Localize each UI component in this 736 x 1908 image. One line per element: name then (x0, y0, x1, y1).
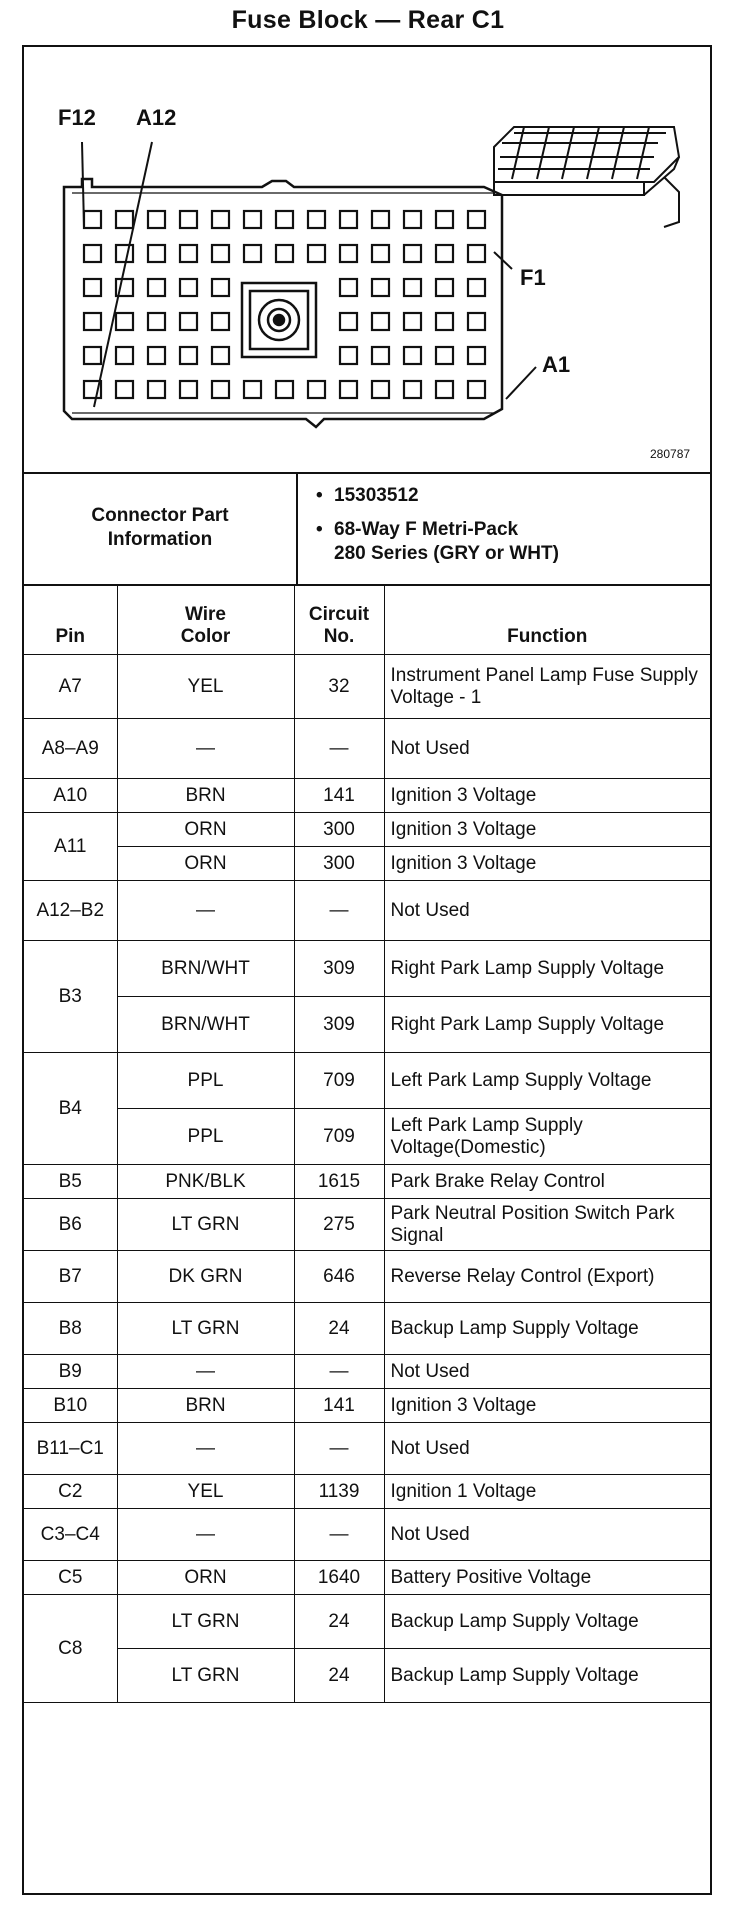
pin-cavity-icon (84, 211, 101, 228)
cell-pin: B7 (24, 1251, 117, 1303)
cell-pin: B9 (24, 1355, 117, 1389)
table-row (24, 1423, 710, 1475)
pin-cavity-icon (340, 245, 357, 262)
pin-cavity-icon (436, 381, 453, 398)
cell-pin: C3–C4 (24, 1509, 117, 1561)
cell-circuit-no: 1139 (294, 1475, 384, 1509)
table-row (24, 1053, 710, 1109)
cell-function: Ignition 3 Voltage (384, 779, 710, 813)
pin-cavity-icon (340, 279, 357, 296)
pin-cavity-icon (116, 381, 133, 398)
pin-cavity-icon (148, 313, 165, 330)
connector-description (316, 518, 559, 566)
cell-circuit-no: — (294, 881, 384, 941)
pinout-table (24, 584, 710, 1703)
table-row (24, 813, 710, 847)
pin-cavity-icon (84, 347, 101, 364)
cell-wire-color: LT GRN (117, 1199, 294, 1251)
table-row (24, 1649, 710, 1703)
cell-circuit-no: 646 (294, 1251, 384, 1303)
cell-function: Backup Lamp Supply Voltage (384, 1303, 710, 1355)
header-function: Function (384, 584, 710, 655)
cell-function: Backup Lamp Supply Voltage (384, 1649, 710, 1703)
pin-cavity-icon (148, 245, 165, 262)
cell-wire-color: — (117, 1423, 294, 1475)
pin-cavity-icon (404, 279, 421, 296)
cell-pin: C5 (24, 1561, 117, 1595)
cell-function: Not Used (384, 881, 710, 941)
cell-wire-color: BRN (117, 779, 294, 813)
cell-circuit-no: 141 (294, 1389, 384, 1423)
table-row (24, 1595, 710, 1649)
pin-cavity-icon (84, 279, 101, 296)
header-circuit-no: Circuit No. (294, 584, 384, 655)
pin-cavity-icon (468, 313, 485, 330)
pin-cavity-icon (212, 245, 229, 262)
cell-function: Ignition 3 Voltage (384, 813, 710, 847)
cell-function: Ignition 3 Voltage (384, 847, 710, 881)
cell-function: Park Neutral Position Switch Park Signal (384, 1199, 710, 1251)
cell-function: Instrument Panel Lamp Fuse Supply Voltage - 1 (384, 655, 710, 719)
part-number: • 15303512 (316, 484, 559, 508)
pin-cavity-icon (340, 347, 357, 364)
pin-cavity-icon (372, 347, 389, 364)
pin-cavity-icon (244, 245, 261, 262)
cell-wire-color: LT GRN (117, 1595, 294, 1649)
cell-pin: A12–B2 (24, 881, 117, 941)
cell-circuit-no: 24 (294, 1595, 384, 1649)
connector-info-label-line-1: Connector Part (91, 505, 229, 526)
cell-function: Park Brake Relay Control (384, 1165, 710, 1199)
pin-cavity-icon (212, 279, 229, 296)
cell-pin: A11 (24, 813, 117, 881)
pin-cavity-icon (116, 347, 133, 364)
table-row (24, 1251, 710, 1303)
cell-pin: A7 (24, 655, 117, 719)
cell-function: Left Park Lamp Supply Voltage (384, 1053, 710, 1109)
cell-function: Not Used (384, 1509, 710, 1561)
label-f12: F12 (58, 105, 96, 130)
pin-cavity-icon (244, 211, 261, 228)
cell-circuit-no: — (294, 1509, 384, 1561)
table-row (24, 1561, 710, 1595)
cell-circuit-no: 709 (294, 1109, 384, 1165)
cell-wire-color: LT GRN (117, 1303, 294, 1355)
cell-circuit-no: 300 (294, 847, 384, 881)
pin-cavity-icon (436, 347, 453, 364)
cell-wire-color: DK GRN (117, 1251, 294, 1303)
cell-circuit-no: 300 (294, 813, 384, 847)
table-row (24, 719, 710, 779)
connector-info-details (316, 484, 559, 576)
pin-cavity-icon (148, 347, 165, 364)
cell-pin: C2 (24, 1475, 117, 1509)
label-a1: A1 (542, 352, 571, 377)
pin-cavity-icon (276, 245, 293, 262)
pin-cavity-icon (404, 245, 421, 262)
pin-cavity-icon (212, 211, 229, 228)
table-row (24, 1389, 710, 1423)
pin-cavity-icon (436, 279, 453, 296)
cell-wire-color: — (117, 1355, 294, 1389)
pin-cavity-icon (468, 347, 485, 364)
connector-info-section (24, 472, 710, 586)
table-row (24, 655, 710, 719)
document-frame (22, 45, 712, 1895)
pin-cavity-icon (180, 211, 197, 228)
pin-cavity-icon (180, 279, 197, 296)
cell-function: Battery Positive Voltage (384, 1561, 710, 1595)
table-row (24, 1355, 710, 1389)
pin-cavity-icon (372, 245, 389, 262)
pin-cavity-icon (436, 211, 453, 228)
cell-wire-color: PNK/BLK (117, 1165, 294, 1199)
pin-cavity-icon (372, 211, 389, 228)
pin-cavity-icon (148, 211, 165, 228)
cell-circuit-no: 24 (294, 1303, 384, 1355)
connector-info-label-line-2: Information (107, 529, 213, 550)
page-title: Fuse Block — Rear C1 (231, 6, 505, 34)
cell-pin: B3 (24, 941, 117, 1053)
pin-cavity-icon (180, 313, 197, 330)
pin-cavity-icon (468, 279, 485, 296)
pin-cavity-icon (468, 211, 485, 228)
connector-description-line-2: 280 Series (GRY or WHT) (334, 543, 559, 564)
connector-description-line-1: • 68-Way F Metri-Pack (334, 519, 519, 540)
cell-function: Backup Lamp Supply Voltage (384, 1595, 710, 1649)
cell-pin: B5 (24, 1165, 117, 1199)
pin-cavity-icon (404, 347, 421, 364)
cell-wire-color: — (117, 1509, 294, 1561)
pin-cavity-icon (436, 245, 453, 262)
pin-cavity-icon (212, 381, 229, 398)
pin-cavity-icon (276, 211, 293, 228)
cell-circuit-no: 309 (294, 941, 384, 997)
cell-pin: B8 (24, 1303, 117, 1355)
table-row (24, 997, 710, 1053)
table-header-row (24, 584, 710, 655)
header-wire-color: Wire Color (117, 584, 294, 655)
cell-wire-color: — (117, 881, 294, 941)
center-jack-icon (242, 283, 316, 357)
cell-pin: A10 (24, 779, 117, 813)
cell-wire-color: YEL (117, 1475, 294, 1509)
pin-cavity-icon (116, 245, 133, 262)
pin-cavity-icon (340, 313, 357, 330)
cell-function: Right Park Lamp Supply Voltage (384, 997, 710, 1053)
pin-cavity-icon (372, 313, 389, 330)
pin-cavity-icon (308, 381, 325, 398)
cell-wire-color: PPL (117, 1109, 294, 1165)
cell-circuit-no: 275 (294, 1199, 384, 1251)
pin-cavity-icon (340, 211, 357, 228)
cell-function: Reverse Relay Control (Export) (384, 1251, 710, 1303)
cell-function: Left Park Lamp Supply Voltage(Domestic) (384, 1109, 710, 1165)
cell-circuit-no: 709 (294, 1053, 384, 1109)
cell-wire-color: — (117, 719, 294, 779)
pin-cavity-icon (244, 381, 261, 398)
pin-cavity-icon (404, 381, 421, 398)
pin-cavity-icon (308, 245, 325, 262)
cell-wire-color: BRN (117, 1389, 294, 1423)
table-row (24, 1199, 710, 1251)
cell-circuit-no: 24 (294, 1649, 384, 1703)
cell-wire-color: LT GRN (117, 1649, 294, 1703)
table-row (24, 881, 710, 941)
cell-function: Not Used (384, 719, 710, 779)
cell-pin: B11–C1 (24, 1423, 117, 1475)
pin-cavity-icon (340, 381, 357, 398)
cell-circuit-no: 1640 (294, 1561, 384, 1595)
table-row (24, 1303, 710, 1355)
table-row (24, 1475, 710, 1509)
table-row (24, 1509, 710, 1561)
cell-wire-color: BRN/WHT (117, 997, 294, 1053)
cell-circuit-no: 32 (294, 655, 384, 719)
cell-wire-color: ORN (117, 813, 294, 847)
pin-cavity-icon (276, 381, 293, 398)
cell-pin: B10 (24, 1389, 117, 1423)
pin-cavity-icon (148, 279, 165, 296)
cell-wire-color: ORN (117, 1561, 294, 1595)
label-f1: F1 (520, 265, 546, 290)
cell-circuit-no: 141 (294, 779, 384, 813)
table-row (24, 1109, 710, 1165)
pin-cavity-icon (404, 313, 421, 330)
cell-wire-color: BRN/WHT (117, 941, 294, 997)
header-pin: Pin (24, 584, 117, 655)
figure-number: 280787 (650, 447, 691, 461)
pin-cavity-icon (468, 245, 485, 262)
pin-cavity-icon (84, 313, 101, 330)
cell-circuit-no: — (294, 719, 384, 779)
cell-circuit-no: 309 (294, 997, 384, 1053)
connector-info-label (24, 472, 298, 584)
pin-cavity-icon (212, 313, 229, 330)
cell-wire-color: PPL (117, 1053, 294, 1109)
connector-diagram (24, 47, 710, 474)
pin-cavity-icon (372, 381, 389, 398)
table-row (24, 941, 710, 997)
cell-pin: B6 (24, 1199, 117, 1251)
cell-circuit-no: 1615 (294, 1165, 384, 1199)
table-row (24, 847, 710, 881)
connector-face-illustration (24, 47, 710, 472)
cell-function: Not Used (384, 1355, 710, 1389)
cell-wire-color: ORN (117, 847, 294, 881)
cell-pin: A8–A9 (24, 719, 117, 779)
pin-cavity-icon (116, 211, 133, 228)
pin-cavity-icon (436, 313, 453, 330)
cell-circuit-no: — (294, 1423, 384, 1475)
cell-function: Ignition 3 Voltage (384, 1389, 710, 1423)
label-a12: A12 (136, 105, 177, 130)
cell-pin: C8 (24, 1595, 117, 1703)
table-row (24, 1165, 710, 1199)
pin-cavity-icon (180, 381, 197, 398)
table-row (24, 779, 710, 813)
pin-cavity-icon (84, 245, 101, 262)
pin-cavity-icon (212, 347, 229, 364)
pin-cavity-icon (180, 245, 197, 262)
cell-function: Right Park Lamp Supply Voltage (384, 941, 710, 997)
pin-cavity-icon (180, 347, 197, 364)
pin-cavity-icon (404, 211, 421, 228)
cell-wire-color: YEL (117, 655, 294, 719)
pin-cavity-icon (116, 313, 133, 330)
cell-pin: B4 (24, 1053, 117, 1165)
pin-cavity-icon (372, 279, 389, 296)
pin-cavity-icon (308, 211, 325, 228)
cell-circuit-no: — (294, 1355, 384, 1389)
connector-3d-thumbnail-icon (494, 127, 679, 227)
cell-function: Not Used (384, 1423, 710, 1475)
cell-function: Ignition 1 Voltage (384, 1475, 710, 1509)
pin-cavity-icon (148, 381, 165, 398)
pin-cavity-icon (468, 381, 485, 398)
